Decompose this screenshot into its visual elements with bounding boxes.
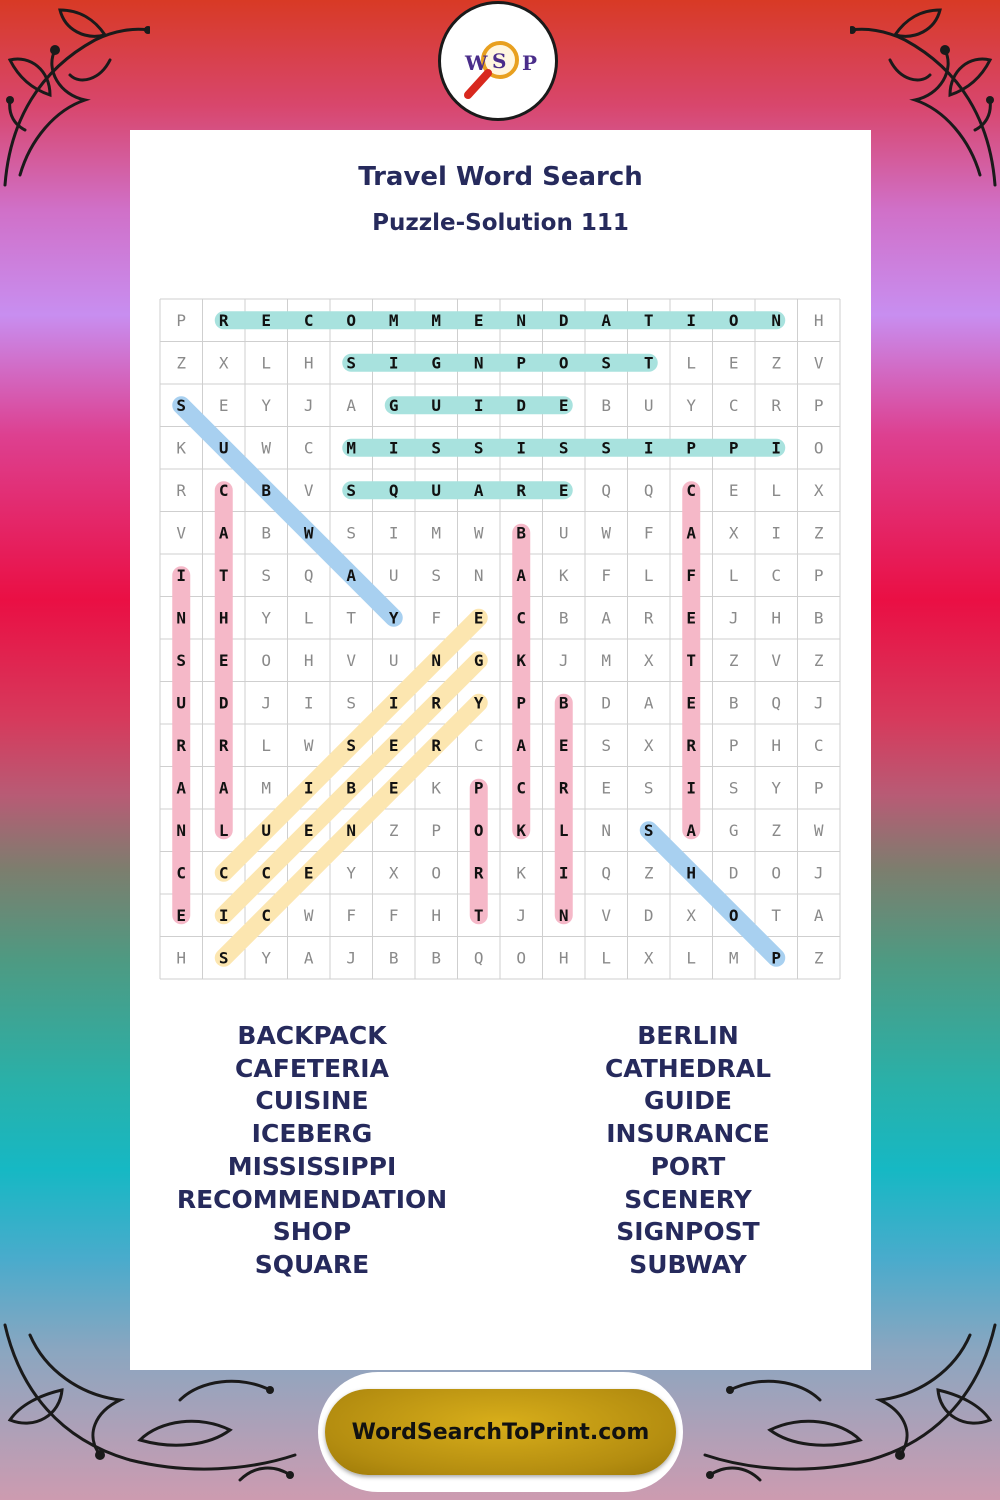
- grid-letter[interactable]: X: [388, 863, 399, 883]
- grid-letter[interactable]: G: [388, 395, 399, 415]
- grid-letter[interactable]: J: [516, 905, 527, 925]
- grid-letter[interactable]: N: [346, 820, 357, 840]
- grid-letter[interactable]: L: [558, 820, 569, 840]
- grid-letter[interactable]: A: [813, 905, 824, 925]
- word-list-item: CUISINE: [255, 1086, 369, 1116]
- grid-letter[interactable]: E: [473, 608, 484, 628]
- word-list-left: [122, 1020, 502, 1282]
- grid-letter[interactable]: O: [261, 650, 272, 670]
- grid-letter[interactable]: Y: [261, 608, 272, 628]
- grid-letter[interactable]: C: [261, 905, 272, 925]
- grid-letter[interactable]: R: [643, 608, 654, 628]
- grid-letter[interactable]: Z: [813, 523, 824, 543]
- grid-letter[interactable]: A: [516, 565, 527, 585]
- grid-letter[interactable]: H: [218, 608, 229, 628]
- grid-letter[interactable]: R: [431, 693, 442, 713]
- grid-letter[interactable]: Q: [388, 480, 399, 500]
- word-list-item: CAFETERIA: [235, 1053, 389, 1083]
- grid-letter[interactable]: X: [728, 523, 739, 543]
- grid-letter[interactable]: R: [218, 735, 229, 755]
- grid-letter[interactable]: J: [303, 395, 314, 415]
- grid-letter[interactable]: V: [303, 480, 314, 500]
- grid-letter[interactable]: I: [218, 905, 229, 925]
- grid-letter[interactable]: I: [473, 395, 484, 415]
- grid-letter[interactable]: C: [261, 863, 272, 883]
- grid-letter[interactable]: Y: [686, 395, 697, 415]
- grid-letter[interactable]: I: [516, 438, 527, 458]
- grid-letter[interactable]: C: [303, 310, 314, 330]
- grid-letter[interactable]: J: [346, 948, 357, 968]
- word-list-item: RECOMMENDATION: [176, 1184, 448, 1214]
- grid-letter[interactable]: A: [686, 523, 697, 543]
- grid-letter[interactable]: U: [558, 523, 569, 543]
- site-link-button[interactable]: [325, 1389, 676, 1475]
- grid-letter[interactable]: R: [431, 735, 442, 755]
- grid-letter[interactable]: P: [686, 438, 697, 458]
- grid-letter[interactable]: P: [431, 820, 442, 840]
- word-list-item: ICEBERG: [251, 1119, 373, 1149]
- grid-letter[interactable]: L: [218, 820, 229, 840]
- grid-letter[interactable]: R: [686, 735, 697, 755]
- grid-letter[interactable]: X: [643, 948, 654, 968]
- grid-letter[interactable]: H: [771, 735, 782, 755]
- grid-letter[interactable]: N: [473, 353, 484, 373]
- grid-letter[interactable]: L: [771, 480, 782, 500]
- word-list-item: GUIDE: [644, 1086, 732, 1116]
- grid-letter[interactable]: U: [643, 395, 654, 415]
- grid-letter[interactable]: O: [431, 863, 442, 883]
- grid-letter[interactable]: S: [346, 735, 357, 755]
- grid-letter[interactable]: V: [813, 353, 824, 373]
- grid-letter[interactable]: I: [176, 565, 187, 585]
- grid-letter[interactable]: Z: [813, 650, 824, 670]
- grid-letter[interactable]: C: [303, 438, 314, 458]
- grid-letter[interactable]: D: [643, 905, 654, 925]
- word-list-item: BERLIN: [637, 1021, 739, 1050]
- grid-letter[interactable]: I: [303, 778, 314, 798]
- grid-letter[interactable]: S: [431, 438, 442, 458]
- grid-letter[interactable]: N: [558, 905, 569, 925]
- grid-letter[interactable]: E: [388, 778, 399, 798]
- grid-letter[interactable]: L: [601, 948, 612, 968]
- grid-letter[interactable]: I: [771, 523, 782, 543]
- grid-letter[interactable]: R: [176, 480, 187, 500]
- grid-letter[interactable]: Y: [771, 778, 782, 798]
- grid-letter[interactable]: X: [813, 480, 824, 500]
- word-list-item: SQUARE: [254, 1249, 370, 1279]
- grid-letter[interactable]: I: [558, 863, 569, 883]
- grid-letter[interactable]: H: [431, 905, 442, 925]
- grid-letter[interactable]: H: [176, 948, 187, 968]
- grid-letter[interactable]: R: [771, 395, 782, 415]
- grid-letter[interactable]: C: [218, 863, 229, 883]
- grid-letter[interactable]: S: [346, 523, 357, 543]
- grid-letter[interactable]: K: [516, 863, 527, 883]
- grid-letter[interactable]: P: [728, 438, 739, 458]
- grid-letter[interactable]: L: [686, 353, 697, 373]
- grid-letter[interactable]: M: [346, 438, 357, 458]
- grid-letter[interactable]: Q: [303, 565, 314, 585]
- grid-letter[interactable]: K: [516, 650, 527, 670]
- grid-letter[interactable]: F: [346, 905, 357, 925]
- grid-letter[interactable]: R: [218, 310, 229, 330]
- grid-letter[interactable]: E: [303, 863, 314, 883]
- logo-letter-s: S: [492, 49, 507, 73]
- grid-letter[interactable]: N: [431, 650, 442, 670]
- grid-letter[interactable]: K: [516, 820, 527, 840]
- word-list-item: INSURANCE: [606, 1119, 770, 1149]
- grid-letter[interactable]: S: [346, 353, 357, 373]
- grid-letter[interactable]: A: [643, 693, 654, 713]
- grid-letter[interactable]: D: [218, 693, 229, 713]
- grid-letter[interactable]: I: [388, 693, 399, 713]
- word-list-item: SCENERY: [624, 1184, 752, 1214]
- grid-letter[interactable]: N: [516, 310, 527, 330]
- grid-letter[interactable]: G: [473, 650, 484, 670]
- grid-letter[interactable]: E: [261, 310, 272, 330]
- grid-letter[interactable]: S: [558, 438, 569, 458]
- grid-letter[interactable]: P: [516, 693, 527, 713]
- site-link-label: WordSearchToPrint.com: [351, 1419, 650, 1445]
- grid-letter[interactable]: T: [346, 608, 357, 628]
- grid-letter[interactable]: I: [388, 438, 399, 458]
- grid-letter[interactable]: D: [558, 310, 569, 330]
- grid-letter[interactable]: C: [771, 565, 782, 585]
- grid-letter[interactable]: M: [431, 523, 442, 543]
- grid-letter[interactable]: S: [601, 438, 612, 458]
- grid-letter[interactable]: M: [431, 310, 442, 330]
- grid-letter[interactable]: S: [473, 438, 484, 458]
- grid-letter[interactable]: P: [813, 395, 824, 415]
- logo-letter-p: P: [522, 51, 538, 75]
- grid-letter[interactable]: E: [728, 353, 739, 373]
- grid-letter[interactable]: P: [176, 310, 187, 330]
- grid-letter[interactable]: V: [346, 650, 357, 670]
- grid-letter[interactable]: B: [388, 948, 399, 968]
- grid-letter[interactable]: S: [728, 778, 739, 798]
- grid-letter[interactable]: W: [303, 905, 314, 925]
- grid-letter[interactable]: H: [558, 948, 569, 968]
- grid-letter[interactable]: A: [601, 608, 612, 628]
- grid-letter[interactable]: Q: [643, 480, 654, 500]
- grid-letter[interactable]: X: [643, 735, 654, 755]
- grid-letter[interactable]: Q: [771, 693, 782, 713]
- grid-letter[interactable]: C: [218, 480, 229, 500]
- grid-letter[interactable]: B: [261, 523, 272, 543]
- grid-letter[interactable]: S: [176, 395, 187, 415]
- grid-letter[interactable]: A: [601, 310, 612, 330]
- grid-letter[interactable]: T: [771, 905, 782, 925]
- grid-letter[interactable]: W: [473, 523, 484, 543]
- grid-letter[interactable]: S: [601, 353, 612, 373]
- grid-letter[interactable]: C: [813, 735, 824, 755]
- grid-letter[interactable]: C: [516, 778, 527, 798]
- grid-letter[interactable]: O: [346, 310, 357, 330]
- grid-letter[interactable]: N: [771, 310, 782, 330]
- grid-letter[interactable]: H: [303, 353, 314, 373]
- logo-letter-w: W: [465, 51, 488, 75]
- grid-letter[interactable]: Z: [771, 353, 782, 373]
- word-list-item: SIGNPOST: [616, 1217, 760, 1247]
- page-subtitle: Puzzle-Solution 111: [372, 210, 629, 236]
- grid-letter[interactable]: G: [431, 353, 442, 373]
- grid-letter[interactable]: Y: [346, 863, 357, 883]
- grid-letter[interactable]: L: [303, 608, 314, 628]
- grid-letter[interactable]: A: [516, 735, 527, 755]
- grid-letter[interactable]: B: [558, 608, 569, 628]
- grid-letter[interactable]: E: [388, 735, 399, 755]
- grid-letter[interactable]: K: [431, 778, 442, 798]
- grid-letter[interactable]: I: [388, 523, 399, 543]
- grid-letter[interactable]: T: [218, 565, 229, 585]
- grid-letter[interactable]: A: [346, 395, 357, 415]
- grid-letter[interactable]: V: [771, 650, 782, 670]
- grid-letter[interactable]: A: [218, 523, 229, 543]
- grid-letter[interactable]: S: [176, 650, 187, 670]
- grid-letter[interactable]: S: [346, 480, 357, 500]
- grid-letter[interactable]: L: [728, 565, 739, 585]
- grid-letter[interactable]: S: [643, 820, 654, 840]
- grid-letter[interactable]: F: [601, 565, 612, 585]
- grid-letter[interactable]: U: [431, 395, 442, 415]
- grid-letter[interactable]: U: [176, 693, 187, 713]
- grid-letter[interactable]: B: [516, 523, 527, 543]
- page-title: Travel Word Search: [358, 162, 643, 192]
- grid-letter[interactable]: A: [346, 565, 357, 585]
- grid-letter[interactable]: B: [728, 693, 739, 713]
- grid-letter[interactable]: H: [813, 310, 824, 330]
- grid-letter[interactable]: A: [176, 778, 187, 798]
- grid-letter[interactable]: E: [558, 735, 569, 755]
- grid-letter[interactable]: P: [728, 735, 739, 755]
- grid-letter[interactable]: E: [218, 650, 229, 670]
- grid-letter[interactable]: E: [728, 480, 739, 500]
- grid-letter[interactable]: C: [686, 480, 697, 500]
- grid-letter[interactable]: Z: [813, 948, 824, 968]
- grid-letter[interactable]: E: [601, 778, 612, 798]
- grid-letter[interactable]: C: [516, 608, 527, 628]
- grid-letter[interactable]: F: [388, 905, 399, 925]
- grid-letter[interactable]: O: [558, 353, 569, 373]
- grid-letter[interactable]: E: [558, 480, 569, 500]
- grid-letter[interactable]: Q: [601, 480, 612, 500]
- grid-letter[interactable]: B: [813, 608, 824, 628]
- grid-letter[interactable]: F: [431, 608, 442, 628]
- grid-letter[interactable]: Z: [771, 820, 782, 840]
- grid-letter[interactable]: T: [643, 353, 654, 373]
- grid-letter[interactable]: F: [643, 523, 654, 543]
- grid-letter[interactable]: N: [473, 565, 484, 585]
- grid-letter[interactable]: Z: [388, 820, 399, 840]
- grid-letter[interactable]: Y: [473, 693, 484, 713]
- grid-letter[interactable]: W: [303, 735, 314, 755]
- grid-letter[interactable]: H: [686, 863, 697, 883]
- grid-letter[interactable]: O: [473, 820, 484, 840]
- grid-letter[interactable]: O: [516, 948, 527, 968]
- grid-letter[interactable]: I: [643, 438, 654, 458]
- grid-letter[interactable]: A: [218, 778, 229, 798]
- grid-letter[interactable]: D: [601, 693, 612, 713]
- grid-letter[interactable]: I: [303, 693, 314, 713]
- word-list-right: [498, 1020, 878, 1282]
- grid-letter[interactable]: N: [601, 820, 612, 840]
- grid-letter[interactable]: M: [728, 948, 739, 968]
- grid-letter[interactable]: W: [303, 523, 314, 543]
- grid-letter[interactable]: C: [473, 735, 484, 755]
- grid-letter[interactable]: U: [218, 438, 229, 458]
- grid-letter[interactable]: E: [303, 820, 314, 840]
- grid-letter[interactable]: N: [176, 820, 187, 840]
- grid-letter[interactable]: U: [388, 650, 399, 670]
- grid-letter[interactable]: E: [218, 395, 229, 415]
- grid-letter[interactable]: B: [431, 948, 442, 968]
- grid-letter[interactable]: H: [303, 650, 314, 670]
- grid-letter[interactable]: D: [728, 863, 739, 883]
- grid-letter[interactable]: O: [728, 905, 739, 925]
- grid-letter[interactable]: O: [771, 863, 782, 883]
- grid-letter[interactable]: E: [473, 310, 484, 330]
- grid-letter[interactable]: X: [686, 905, 697, 925]
- grid-letter[interactable]: M: [388, 310, 399, 330]
- grid-letter[interactable]: L: [261, 735, 272, 755]
- grid-letter[interactable]: R: [473, 863, 484, 883]
- grid-letter[interactable]: X: [218, 353, 229, 373]
- grid-letter[interactable]: H: [771, 608, 782, 628]
- grid-letter[interactable]: P: [813, 565, 824, 585]
- grid-letter[interactable]: P: [516, 353, 527, 373]
- grid-letter[interactable]: F: [686, 565, 697, 585]
- grid-letter[interactable]: Y: [261, 395, 272, 415]
- grid-letter[interactable]: S: [218, 948, 229, 968]
- grid-letter[interactable]: J: [813, 863, 824, 883]
- grid-letter[interactable]: P: [473, 778, 484, 798]
- grid-letter[interactable]: Y: [388, 608, 399, 628]
- grid-letter[interactable]: E: [176, 905, 187, 925]
- grid-letter[interactable]: W: [601, 523, 612, 543]
- grid-letter[interactable]: E: [558, 395, 569, 415]
- grid-letter[interactable]: Q: [473, 948, 484, 968]
- grid-letter[interactable]: L: [261, 353, 272, 373]
- grid-letter[interactable]: Z: [728, 650, 739, 670]
- grid-letter[interactable]: M: [261, 778, 272, 798]
- grid-letter[interactable]: A: [686, 820, 697, 840]
- word-list-item: SUBWAY: [629, 1249, 747, 1279]
- grid-letter[interactable]: A: [473, 480, 484, 500]
- grid-letter[interactable]: S: [601, 735, 612, 755]
- grid-letter[interactable]: B: [346, 778, 357, 798]
- grid-letter[interactable]: I: [388, 353, 399, 373]
- grid-letter[interactable]: W: [261, 438, 272, 458]
- word-list-item: PORT: [650, 1151, 726, 1181]
- grid-letter[interactable]: R: [558, 778, 569, 798]
- grid-letter[interactable]: S: [346, 693, 357, 713]
- grid-letter[interactable]: M: [601, 650, 612, 670]
- grid-letter[interactable]: X: [643, 650, 654, 670]
- grid-letter[interactable]: C: [728, 395, 739, 415]
- grid-letter[interactable]: C: [176, 863, 187, 883]
- grid-letter[interactable]: B: [601, 395, 612, 415]
- grid-letter[interactable]: V: [601, 905, 612, 925]
- grid-letter[interactable]: U: [261, 820, 272, 840]
- grid-letter[interactable]: T: [473, 905, 484, 925]
- grid-letter[interactable]: B: [261, 480, 272, 500]
- grid-letter[interactable]: S: [643, 778, 654, 798]
- grid-letter[interactable]: O: [813, 438, 824, 458]
- grid-letter[interactable]: D: [516, 395, 527, 415]
- grid-letter[interactable]: V: [176, 523, 187, 543]
- grid-letter[interactable]: R: [516, 480, 527, 500]
- grid-letter[interactable]: B: [558, 693, 569, 713]
- grid-letter[interactable]: I: [771, 438, 782, 458]
- grid-letter[interactable]: I: [686, 310, 697, 330]
- grid-letter[interactable]: A: [303, 948, 314, 968]
- grid-letter[interactable]: T: [686, 650, 697, 670]
- grid-letter[interactable]: P: [771, 948, 782, 968]
- grid-letter[interactable]: J: [261, 693, 272, 713]
- grid-letter[interactable]: J: [813, 693, 824, 713]
- grid-letter[interactable]: G: [728, 820, 739, 840]
- grid-letter[interactable]: Y: [261, 948, 272, 968]
- grid-letter[interactable]: W: [813, 820, 824, 840]
- grid-letter[interactable]: E: [686, 608, 697, 628]
- word-list-item: BACKPACK: [237, 1021, 387, 1050]
- grid-letter[interactable]: Z: [643, 863, 654, 883]
- grid-letter[interactable]: J: [558, 650, 569, 670]
- grid-letter[interactable]: Q: [601, 863, 612, 883]
- grid-letter[interactable]: J: [728, 608, 739, 628]
- grid-letter[interactable]: I: [686, 778, 697, 798]
- grid-letter[interactable]: N: [176, 608, 187, 628]
- grid-letter[interactable]: K: [558, 565, 569, 585]
- grid-letter[interactable]: O: [728, 310, 739, 330]
- grid-letter[interactable]: L: [686, 948, 697, 968]
- word-list-item: MISSISSIPPI: [227, 1151, 397, 1181]
- grid-letter[interactable]: E: [686, 693, 697, 713]
- grid-letter[interactable]: T: [643, 310, 654, 330]
- grid-letter[interactable]: P: [813, 778, 824, 798]
- grid-letter[interactable]: U: [388, 565, 399, 585]
- word-list-item: CATHEDRAL: [604, 1053, 772, 1083]
- word-list-item: SHOP: [272, 1217, 352, 1247]
- grid-letter[interactable]: S: [261, 565, 272, 585]
- grid-letter[interactable]: L: [643, 565, 654, 585]
- grid-letter[interactable]: R: [176, 735, 187, 755]
- grid-letter[interactable]: Z: [176, 353, 187, 373]
- grid-letter[interactable]: K: [176, 438, 187, 458]
- grid-letter[interactable]: U: [431, 480, 442, 500]
- grid-letter[interactable]: S: [431, 565, 442, 585]
